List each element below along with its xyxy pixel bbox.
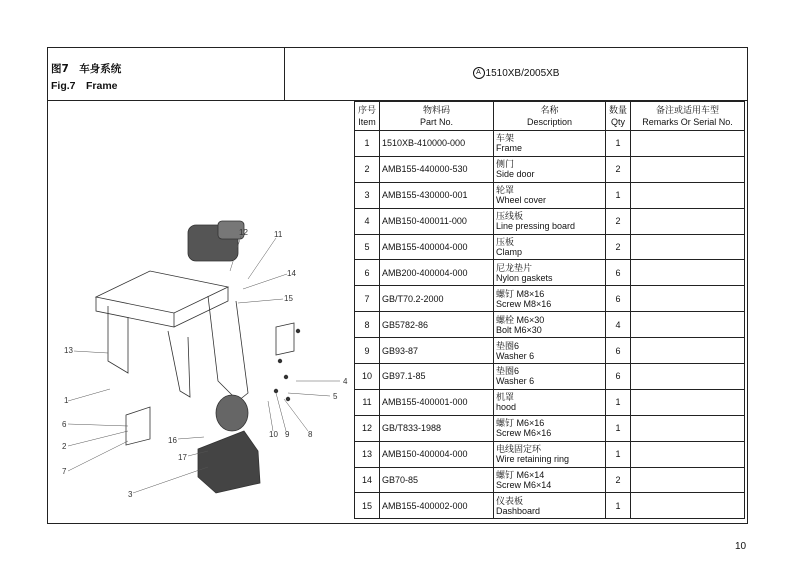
callout-9: 9 — [285, 430, 290, 439]
desc-en: Wire retaining ring — [496, 454, 570, 465]
col-qty-cn: 数量 — [608, 105, 627, 115]
cell-part-no: AMB155-430000-001 — [380, 182, 494, 208]
desc-en: Washer 6 — [496, 350, 535, 361]
callout-14: 14 — [287, 269, 296, 278]
cell-description — [494, 182, 606, 208]
desc-cn: 压板 — [496, 237, 515, 247]
table-row — [355, 338, 745, 364]
cell-qty: 6 — [606, 364, 631, 390]
cell-remarks — [631, 234, 745, 260]
cell-qty: 2 — [606, 208, 631, 234]
desc-en: Nylon gaskets — [496, 272, 553, 283]
col-qty-en: Qty — [610, 117, 625, 127]
desc-en: Dashboard — [496, 505, 541, 516]
cell-part-no: AMB150-400011-000 — [380, 208, 494, 234]
cell-part-no: GB93-87 — [380, 338, 494, 364]
leader-line — [68, 389, 110, 401]
desc-en: Clamp — [496, 247, 523, 257]
table-row — [355, 286, 745, 312]
desc-cn: 螺栓 M6×30 — [496, 314, 545, 325]
desc-cn: 螺钉 M8×16 — [496, 288, 545, 299]
table-row — [355, 234, 745, 260]
desc-cn: 仪表板 — [496, 495, 524, 506]
side-door-right — [276, 323, 294, 355]
cell-remarks — [631, 389, 745, 415]
col-remarks-en: Remarks Or Serial No. — [642, 117, 733, 127]
cell-part-no: AMB150-400004-000 — [380, 441, 494, 467]
cell-description — [494, 467, 606, 493]
cell-item: 8 — [355, 312, 380, 338]
leader-line — [178, 437, 204, 439]
cell-part-no: AMB155-400004-000 — [380, 234, 494, 260]
parts-sheet — [47, 47, 748, 524]
desc-cn: 车架 — [496, 133, 515, 144]
drive-wheel — [216, 395, 248, 431]
page-number: 10 — [735, 541, 747, 552]
callout-4: 4 — [343, 377, 348, 386]
table-row — [355, 441, 745, 467]
table-row — [355, 493, 745, 519]
model-mark-icon: A — [473, 67, 485, 79]
leader-line — [248, 238, 276, 279]
col-item-en: Item — [358, 117, 376, 127]
col-part — [380, 102, 494, 131]
cell-qty: 1 — [606, 389, 631, 415]
callout-6: 6 — [62, 420, 67, 429]
callout-8: 8 — [308, 430, 313, 439]
callout-7: 7 — [62, 467, 67, 476]
col-part-en: Part No. — [419, 117, 453, 127]
col-desc-cn: 名称 — [540, 105, 559, 115]
cell-remarks — [631, 364, 745, 390]
cell-item: 10 — [355, 364, 380, 390]
cell-remarks — [631, 415, 745, 441]
cell-qty: 1 — [606, 441, 631, 467]
cell-item: 2 — [355, 156, 380, 182]
cell-description — [494, 312, 606, 338]
desc-cn: 机罩 — [496, 392, 515, 403]
cell-remarks — [631, 467, 745, 493]
cell-part-no: GB97.1-85 — [380, 364, 494, 390]
table-row — [355, 260, 745, 286]
col-qty — [606, 102, 631, 131]
col-part-cn: 物料码 — [422, 105, 450, 115]
callout-11: 11 — [274, 230, 283, 239]
callout-13: 13 — [64, 346, 73, 355]
callout-3: 3 — [128, 490, 133, 499]
cell-part-no: AMB155-400001-000 — [380, 389, 494, 415]
table-row — [355, 182, 745, 208]
cell-item: 9 — [355, 338, 380, 364]
callout-2: 2 — [62, 442, 67, 451]
cell-qty: 1 — [606, 131, 631, 157]
bolt — [286, 397, 290, 401]
bolt — [284, 375, 288, 379]
desc-cn: 轮罩 — [496, 185, 515, 196]
col-remarks-cn: 备注或适用车型 — [655, 105, 719, 115]
cell-remarks — [631, 286, 745, 312]
leader-line — [68, 424, 128, 426]
desc-cn: 垫圈6 — [496, 366, 520, 377]
desc-en: Screw M6×14 — [496, 480, 552, 491]
desc-en: Frame — [496, 143, 523, 154]
cell-part-no: 1510XB-410000-000 — [380, 131, 494, 157]
cell-part-no: GB/T70.2-2000 — [380, 286, 494, 312]
frame-body — [96, 271, 228, 313]
leader-line — [288, 393, 330, 396]
cell-item: 13 — [355, 441, 380, 467]
cell-part-no: GB70-85 — [380, 467, 494, 493]
cell-part-no: AMB155-400002-000 — [380, 493, 494, 519]
mast — [208, 296, 248, 401]
leader-line — [268, 401, 273, 431]
leader-line — [74, 351, 108, 353]
cell-qty: 6 — [606, 338, 631, 364]
table-row — [355, 208, 745, 234]
desc-cn: 螺钉 M6×16 — [496, 418, 545, 429]
cell-description — [494, 493, 606, 519]
cell-qty: 1 — [606, 182, 631, 208]
desc-cn: 压线板 — [496, 211, 524, 222]
frame-rail — [108, 306, 128, 373]
cell-item: 4 — [355, 208, 380, 234]
cell-qty: 2 — [606, 234, 631, 260]
cell-item: 3 — [355, 182, 380, 208]
leader-line — [133, 467, 208, 493]
figure-title-cell — [48, 48, 285, 100]
callout-17: 17 — [178, 453, 187, 462]
cell-remarks — [631, 131, 745, 157]
desc-en: hood — [496, 402, 517, 413]
cell-description — [494, 131, 606, 157]
desc-cn: 螺钉 M6×14 — [496, 470, 545, 481]
desc-en: Screw M6×16 — [496, 428, 552, 439]
table-row — [355, 312, 745, 338]
side-door-left — [126, 407, 150, 445]
callout-1: 1 — [64, 396, 69, 405]
desc-en: Screw M8×16 — [496, 298, 552, 309]
table-row — [355, 415, 745, 441]
cell-item: 5 — [355, 234, 380, 260]
cell-qty: 6 — [606, 260, 631, 286]
model-cell — [285, 48, 747, 100]
cell-remarks — [631, 156, 745, 182]
cell-description — [494, 260, 606, 286]
callout-5: 5 — [333, 392, 338, 401]
cell-remarks — [631, 493, 745, 519]
cell-qty: 4 — [606, 312, 631, 338]
bolt — [296, 329, 300, 333]
bolt — [278, 359, 282, 363]
cell-qty: 2 — [606, 467, 631, 493]
frame-side — [174, 287, 228, 327]
desc-en: Side door — [496, 169, 535, 180]
cell-remarks — [631, 312, 745, 338]
leader-line — [238, 299, 283, 303]
parts-rows — [355, 131, 745, 519]
leader-line — [276, 393, 286, 431]
cell-item: 6 — [355, 260, 380, 286]
cell-remarks — [631, 338, 745, 364]
table-header-row — [355, 102, 745, 131]
cell-part-no: GB/T833-1988 — [380, 415, 494, 441]
wheel-cover-part — [198, 431, 260, 493]
bolt — [274, 389, 278, 393]
parts-table — [354, 101, 745, 519]
cell-item: 15 — [355, 493, 380, 519]
cell-description — [494, 338, 606, 364]
figure-title-cn: 图7 车身系统 — [51, 63, 122, 75]
cell-description — [494, 441, 606, 467]
leader-line — [68, 431, 128, 446]
table-row — [355, 364, 745, 390]
cell-item: 14 — [355, 467, 380, 493]
desc-cn: 侧门 — [496, 159, 515, 170]
exploded-drawing — [48, 101, 354, 524]
desc-cn: 电线固定环 — [496, 444, 542, 455]
callout-12: 12 — [239, 228, 248, 237]
cell-remarks — [631, 260, 745, 286]
cell-item: 12 — [355, 415, 380, 441]
cell-description — [494, 389, 606, 415]
cell-description — [494, 234, 606, 260]
frame-exploded-view — [48, 101, 354, 524]
table-row — [355, 131, 745, 157]
cell-part-no: GB5782-86 — [380, 312, 494, 338]
cell-qty: 1 — [606, 493, 631, 519]
cell-item: 1 — [355, 131, 380, 157]
desc-cn: 尼龙垫片 — [496, 262, 533, 273]
cell-item: 7 — [355, 286, 380, 312]
cell-remarks — [631, 208, 745, 234]
col-desc-en: Description — [526, 117, 573, 127]
cell-description — [494, 415, 606, 441]
table-row — [355, 156, 745, 182]
desc-cn: 垫圈6 — [496, 340, 520, 351]
cell-qty: 1 — [606, 415, 631, 441]
cell-qty: 2 — [606, 156, 631, 182]
cell-qty: 6 — [606, 286, 631, 312]
cell-part-no: AMB155-440000-530 — [380, 156, 494, 182]
model-number: 1510XB/2005XB — [485, 68, 560, 79]
cell-remarks — [631, 441, 745, 467]
cell-remarks — [631, 182, 745, 208]
desc-en: Line pressing board — [496, 221, 576, 232]
col-desc — [494, 102, 606, 131]
leader-line — [68, 441, 128, 471]
table-row — [355, 389, 745, 415]
cell-item: 11 — [355, 389, 380, 415]
cell-description — [494, 208, 606, 234]
col-remarks — [631, 102, 745, 131]
figure-header — [48, 48, 747, 101]
callout-16: 16 — [168, 436, 177, 445]
cell-description — [494, 156, 606, 182]
desc-en: Washer 6 — [496, 376, 535, 387]
leader-line — [284, 399, 308, 431]
col-item-cn: 序号 — [357, 105, 376, 115]
desc-en: Bolt M6×30 — [496, 324, 542, 335]
table-row — [355, 467, 745, 493]
desc-en: Wheel cover — [496, 195, 547, 206]
callout-10: 10 — [269, 430, 278, 439]
callout-15: 15 — [284, 294, 293, 303]
cell-description — [494, 286, 606, 312]
cell-part-no: AMB200-400004-000 — [380, 260, 494, 286]
col-item — [355, 102, 380, 131]
frame-upright — [168, 331, 190, 397]
cell-description — [494, 364, 606, 390]
figure-title-en: Fig.7 Frame — [51, 80, 118, 92]
